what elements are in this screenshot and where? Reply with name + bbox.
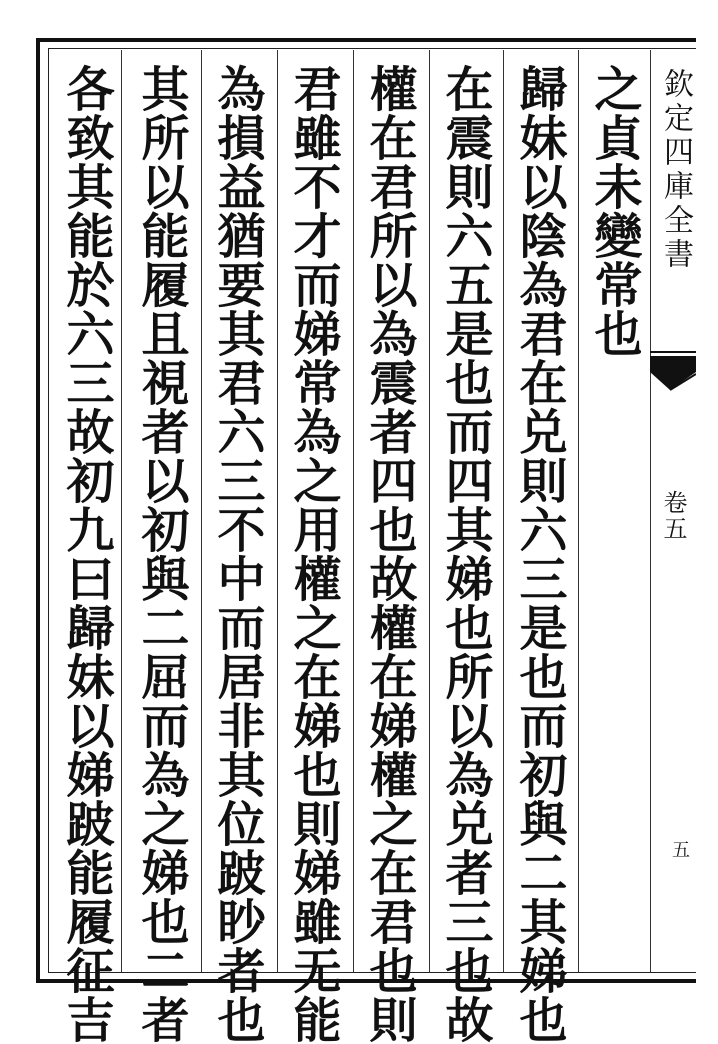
column-text: 之貞未變常也 bbox=[586, 64, 642, 358]
volume-label: 卷五 bbox=[659, 490, 687, 542]
book-title: 欽定四庫全書 bbox=[658, 68, 693, 272]
column-text: 其所以能履且視者以初與二屈而為之娣也二者 bbox=[133, 64, 189, 1044]
column-text: 各致其能於六三故初九曰歸妹以娣跛能履征吉 bbox=[58, 64, 114, 1044]
column-text: 為損益猶要其君六三不中而居非其位跛眇者也 bbox=[209, 64, 265, 1044]
page-number: 五 bbox=[669, 840, 690, 858]
text-column-4 bbox=[353, 64, 425, 1044]
column-text: 權在君所以為震者四也故權在娣權之在君也則 bbox=[361, 64, 417, 1044]
fishtail-mark-icon bbox=[650, 350, 696, 398]
text-column-3 bbox=[429, 64, 501, 1044]
column-text: 君雖不才而娣常為之用權之在娣也則娣雖无能 bbox=[285, 64, 341, 1044]
text-column-6 bbox=[201, 64, 273, 1044]
text-column-7 bbox=[125, 64, 197, 1044]
text-column-2 bbox=[503, 64, 575, 1044]
text-column-1 bbox=[578, 64, 650, 969]
column-text: 歸妹以陰為君在兑則六三是也而初與二其娣也 bbox=[511, 64, 567, 1044]
text-column-5 bbox=[277, 64, 349, 1044]
text-column-8 bbox=[50, 64, 122, 1044]
column-text: 在震則六五是也而四其娣也所以為兑者三也故 bbox=[437, 64, 493, 1044]
margin-strip bbox=[650, 50, 696, 972]
